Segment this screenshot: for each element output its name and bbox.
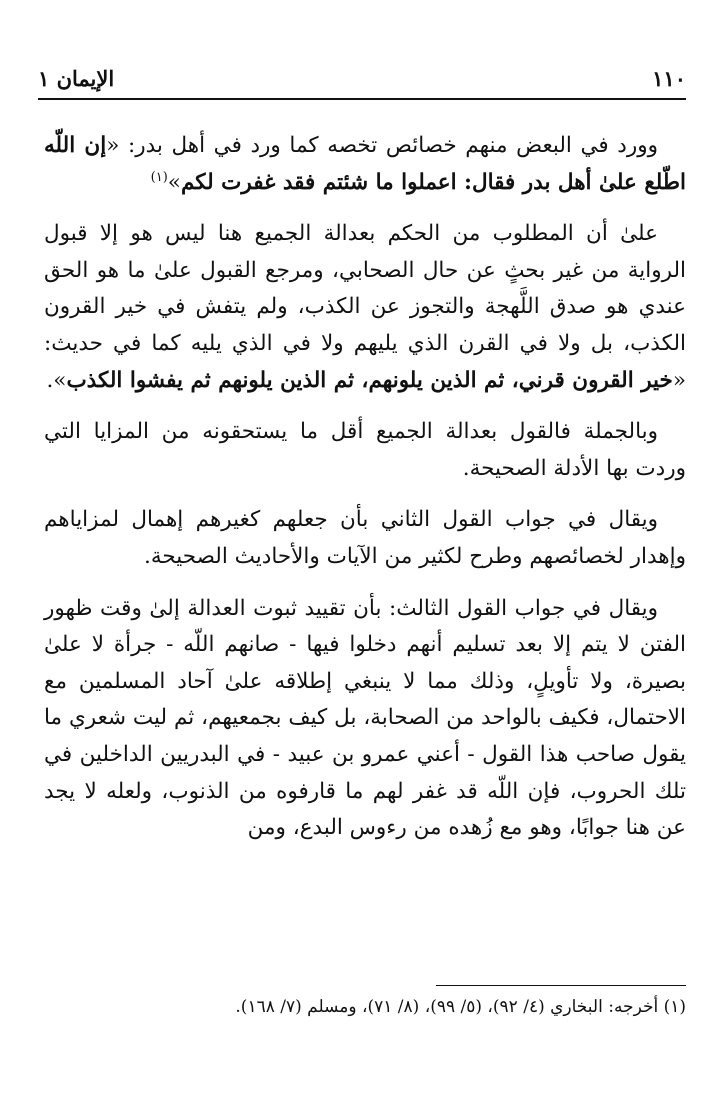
footnote: (١) أخرجه: البخاري (٤/ ٩٢)، (٥/ ٩٩)، (٨/ ٧١)، ومسلم (٧/ ١٦٨). — [235, 997, 686, 1017]
footnote-divider — [436, 985, 686, 986]
running-title: الإيمان ١ — [38, 65, 115, 91]
paragraph-narration — [44, 216, 686, 399]
hadith-badr-quote: إن اللّه اطّلع علىٰ أهل بدر فقال: اعملوا ما شئتم فقد غفرت لكم — [44, 133, 686, 195]
paragraph-badr — [44, 128, 686, 201]
paragraph-second-answer: ويقال في جواب القول الثاني بأن جعلهم كغيرهم إهمال لمزاياهم وإهدار لخصائصهم وطرح لكثير من الآيات والأحاديث الصحيحة. — [44, 507, 686, 569]
footnote-reference: (١) — [150, 169, 168, 185]
hadith-best-generations-quote: خير القرون قرني، ثم الذين يلونهم، ثم الذين يلونهم ثم يفشوا الكذب — [66, 367, 673, 393]
quote-close-mark: ». — [46, 367, 67, 393]
paragraph-narration-lead: علىٰ أن المطلوب من الحكم بعدالة الجميع هنا ليس هو إلا قبول الرواية من غير بحثٍ عن حال الصحابي، ومرجع القبول علىٰ ما هو الحق عندي هو صدق اللَّهجة والتجوز عن الكذب، ولم يتفش في خير القرون الكذب، بل ولا في القرن الذي يليهم ولا في الذي يليه كما في حديث: « — [44, 221, 686, 393]
page-header — [38, 58, 686, 100]
page-body — [44, 128, 686, 847]
paragraph-badr-lead: وورد في البعض منهم خصائص تخصه كما ورد في أهل بدر: « — [106, 133, 658, 158]
quote-close-mark: » — [167, 169, 181, 195]
paragraph-summary: وبالجملة فالقول بعدالة الجميع أقل ما يستحقونه من المزايا التي وردت بها الأدلة الصحيحة. — [44, 419, 686, 481]
paragraph-third-answer: ويقال في جواب القول الثالث: بأن تقييد ثبوت العدالة إلىٰ وقت ظهور الفتن لا يتم إلا بعد تسليم أنهم دخلوا فيها - صانهم اللّه - جرأة لا علىٰ بصيرة، ولا تأويلٍ، وذلك مما لا ينبغي إطلاقه علىٰ آحاد المسلمين مع الاحتمال، فكيف بالواحد من الصحابة، بل كيف بجمعيهم، ثم ليت شعري ما يقول صاحب هذا القول - أعني عمرو بن عبيد - في البدريين الداخلين في تلك الحروب، فإن اللّه قد غفر لهم ما قارفوه من الذنوب، ولعله لا يجد عن هنا جوابًا، وهو مع زُهده من رءوس البدع، ومن — [44, 595, 686, 841]
page-number: ١١٠ — [652, 65, 686, 91]
